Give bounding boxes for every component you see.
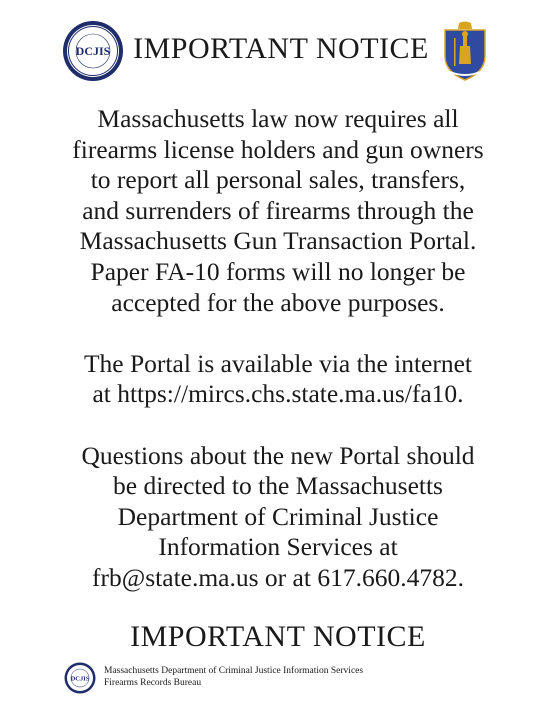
notice-line: The Portal is available via the internet	[83, 348, 473, 378]
notice-line: Massachusetts Gun Transaction Portal.	[79, 226, 477, 256]
notice-paragraph	[0, 104, 556, 318]
notice-line: Paper FA-10 forms will no longer be	[90, 256, 466, 286]
bureau-name: Firearms Records Bureau	[104, 678, 202, 688]
notice-body	[0, 104, 556, 594]
notice-line: Questions about the new Portal should	[81, 440, 475, 470]
notice-line: Massachusetts law now requires all	[97, 104, 459, 133]
notice-line: and surrenders of firearms through the	[82, 195, 474, 225]
notice-line: Information Services at	[158, 532, 398, 562]
footer-seal-text: DCJIS	[70, 675, 90, 683]
contact-info-text: frb@state.ma.us or at 617.660.4782.	[92, 562, 464, 592]
portal-url-text: at https://mircs.chs.state.ma.us/fa10.	[92, 379, 464, 409]
dcjis-seal-text: DCJIS	[75, 44, 111, 58]
notice-line: accepted for the above purposes.	[111, 287, 445, 317]
footer	[64, 662, 494, 696]
notice-paragraph	[0, 441, 556, 594]
dcjis-footer-seal-icon	[64, 662, 96, 694]
page-title: IMPORTANT NOTICE	[133, 32, 429, 65]
footer-title: IMPORTANT NOTICE	[130, 620, 426, 653]
notice-line: to report all personal sales, transfers,	[90, 165, 466, 195]
notice-paragraph	[0, 349, 556, 410]
notice-line: firearms license holders and gun owners	[72, 134, 484, 164]
agency-name: Massachusetts Department of Criminal Justice Information Services	[104, 666, 364, 676]
footer-agency-block	[104, 665, 363, 689]
notice-line: Department of Criminal Justice	[117, 501, 439, 531]
notice-header	[0, 18, 556, 88]
massachusetts-seal-icon	[441, 20, 489, 82]
dcjis-seal-icon	[62, 20, 124, 82]
notice-line: be directed to the Massachusetts	[113, 471, 443, 501]
